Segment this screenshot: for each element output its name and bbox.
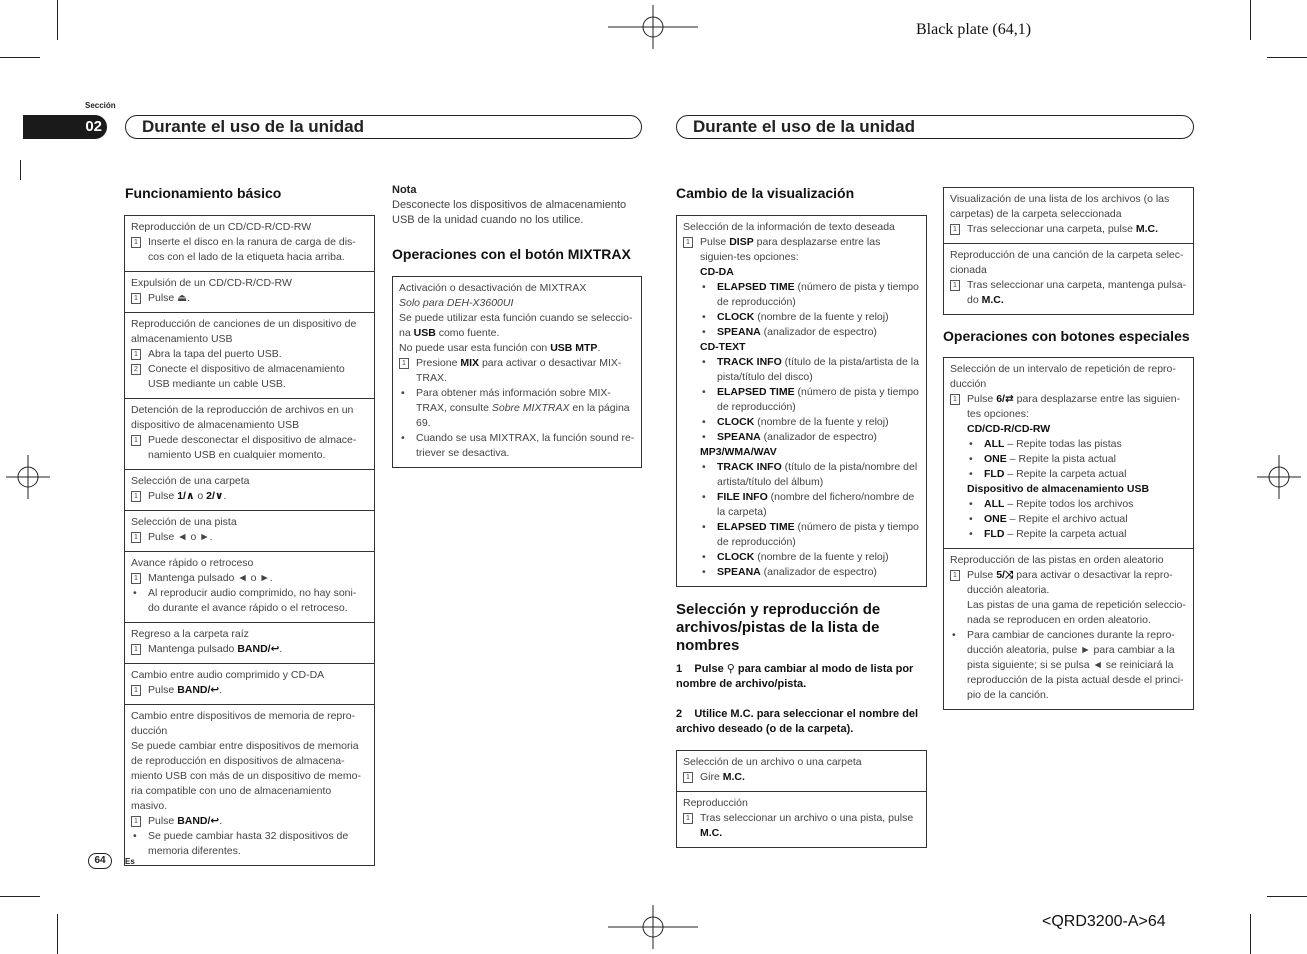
option-item: • SPEANA (analizador de espectro): [700, 325, 920, 340]
step-number-icon: 1: [950, 280, 960, 291]
crop-mark: [57, 914, 58, 954]
model-note: Solo para DEH-X3600UI: [399, 297, 514, 309]
step: 1 Pulse ◄ o ►.: [131, 530, 368, 545]
table-cell: [125, 313, 374, 399]
step: 1 Gire M.C.: [683, 770, 920, 785]
step: 1 Pulse 5/⤨ para activar o desactivar la repro-ducción aleatoria.: [950, 568, 1187, 598]
table-cell: [393, 277, 641, 467]
section-heading: Funcionamiento básico: [125, 185, 282, 201]
step-number-icon: 1: [683, 813, 693, 824]
crop-mark: [57, 0, 58, 40]
cell-title: Expulsión de un CD/CD-R/CD-RW: [131, 277, 292, 289]
table-cell: [125, 552, 374, 623]
step: 1 Inserte el disco en la ranura de carga de dis-cos con el lado de la etiqueta hacia arriba.: [131, 235, 368, 265]
crop-mark: [1267, 57, 1307, 58]
note-title: Nota: [392, 184, 417, 196]
step-number-icon: 1: [950, 570, 960, 581]
option-item: • ALL – Repite todas las pistas: [967, 437, 1187, 452]
section-number-badge: 02: [23, 115, 107, 139]
registration-mark-right: [1257, 455, 1301, 499]
option-item: • CLOCK (nombre de la fuente y reloj): [700, 550, 920, 565]
group-name: Dispositivo de almacenamiento USB: [967, 483, 1150, 495]
step-number-icon: 1: [131, 573, 141, 584]
option-item: • SPEANA (analizador de espectro): [700, 565, 920, 580]
step: 1 Pulse BAND/↩.: [131, 683, 368, 698]
section-heading: Operaciones con botones especiales: [943, 328, 1190, 344]
cell-title: Reproducción de una canción de la carpeta selec-cionada: [950, 249, 1184, 276]
option-item: • ONE – Repite la pista actual: [967, 452, 1187, 467]
step: 1 Pulse BAND/↩.: [131, 814, 368, 829]
option-item: • TRACK INFO (título de la pista/artista de la pista/título del disco): [700, 355, 920, 385]
cell-title: Selección de una pista: [131, 516, 237, 528]
option-item: • ELAPSED TIME (número de pista y tiempo de reproducción): [700, 385, 920, 415]
cell-title: Selección de un archivo o una carpeta: [683, 756, 862, 768]
bullet-item: • Cuando se usa MIXTRAX, la función sound re-triever se desactiva.: [399, 431, 635, 461]
bullet-item: • Para cambiar de canciones durante la repro-ducción aleatoria, pulse ► para cambiar a la pista siguiente; si se pulsa ◄ se reiniciará la reproducción de la pista actual desde el princi-pio de la canción.: [950, 628, 1187, 703]
group-name: MP3/WMA/WAV: [700, 446, 777, 458]
cell-text: Se puede utilizar esta función cuando se seleccio-na USB como fuente.: [399, 312, 633, 339]
option-item: • CLOCK (nombre de la fuente y reloj): [700, 415, 920, 430]
step-number-icon: 1: [131, 349, 141, 360]
option-item: • ONE – Repite el archivo actual: [967, 512, 1187, 527]
step-number-icon: 1: [683, 772, 693, 783]
cell-title: Visualización de una lista de los archivos (o las carpetas) de la carpeta seleccionada: [950, 193, 1170, 220]
group-name: CD-TEXT: [700, 341, 746, 353]
step-number-icon: 1: [131, 491, 141, 502]
cell-title: Cambio entre audio comprimido y CD-DA: [131, 669, 325, 681]
cell-title: Avance rápido o retroceso: [131, 557, 254, 569]
step: 1 Mantenga pulsado BAND/↩.: [131, 642, 368, 657]
table-cell: [125, 399, 374, 470]
mixtrax-table: [392, 276, 642, 468]
step: 1 Pulse DISP para desplazarse entre las siguien-tes opciones:: [683, 235, 920, 265]
registration-mark-top: [608, 5, 698, 49]
table-cell: [944, 244, 1193, 314]
section-heading: Operaciones con el botón MIXTRAX: [392, 246, 631, 262]
step: 1 Abra la tapa del puerto USB.: [131, 347, 368, 362]
display-table: [676, 215, 927, 587]
table-cell: [125, 705, 374, 865]
option-item: • TRACK INFO (título de la pista/nombre del artista/título del álbum): [700, 460, 920, 490]
crop-mark: [0, 57, 40, 58]
step-number-icon: 1: [131, 532, 141, 543]
section-label: Sección: [85, 101, 116, 110]
crop-mark: [0, 896, 40, 897]
plate-label: Black plate (64,1): [916, 21, 1032, 38]
option-item: • FILE INFO (nombre del fichero/nombre de la carpeta): [700, 490, 920, 520]
bullet-item: • Se puede cambiar hasta 32 dispositivos de memoria diferentes.: [131, 829, 368, 859]
document-code: <QRD3200-A>64: [1042, 913, 1166, 930]
option-item: • FLD – Repite la carpeta actual: [967, 467, 1187, 482]
table-cell: [944, 188, 1193, 244]
cell-title: Cambio entre dispositivos de memoria de repro-ducción: [131, 710, 356, 737]
registration-mark-bottom: [608, 905, 698, 949]
registration-mark-left: [6, 455, 50, 499]
step: 1 Tras seleccionar una carpeta, pulse M.C.: [950, 222, 1187, 237]
cell-text: Se puede cambiar entre dispositivos de memoria de reproducción en dispositivos de almacena-miento USB con más de un dispositivo de memo-ria compatible con uno de almacenamiento masivo.: [131, 740, 361, 812]
cell-title: Selección de la información de texto deseada: [683, 221, 895, 233]
procedure-step: 1 Pulse ⚲ para cambiar al modo de lista por nombre de archivo/pista.: [676, 663, 914, 690]
table-cell: [125, 623, 374, 664]
option-item: • ELAPSED TIME (número de pista y tiempo de reproducción): [700, 280, 920, 310]
step: 1 Presione MIX para activar o desactivar MIX-TRAX.: [399, 356, 635, 386]
cell-title: Detención de la reproducción de archivos en un dispositivo de almacenamiento USB: [131, 404, 354, 431]
table-cell: [125, 511, 374, 552]
step: 1 Tras seleccionar un archivo o una pista, pulse M.C.: [683, 811, 920, 841]
option-group: [950, 422, 1187, 542]
option-item: • ALL – Repite todos los archivos: [967, 497, 1187, 512]
chapter-banner-left: Durante el uso de la unidad: [125, 115, 642, 139]
step-number-icon: 1: [683, 237, 693, 248]
crop-mark: [1250, 914, 1251, 954]
cell-title: Selección de un intervalo de repetición de repro-ducción: [950, 363, 1176, 390]
cell-title: Reproducción de las pistas en orden aleatorio: [950, 554, 1164, 566]
step: 1 Pulse ⏏.: [131, 291, 368, 306]
step-number-icon: 1: [131, 435, 141, 446]
step-number-icon: 1: [131, 293, 141, 304]
option-item: • CLOCK (nombre de la fuente y reloj): [700, 310, 920, 325]
operations-table: [124, 215, 375, 866]
step-number-icon: 1: [131, 237, 141, 248]
step: 1 Mantenga pulsado ◄ o ►.: [131, 571, 368, 586]
group-name: CD/CD-R/CD-RW: [967, 423, 1051, 435]
special-buttons-table: [943, 357, 1194, 710]
table-cell: [944, 358, 1193, 549]
option-group: [683, 265, 920, 580]
step: 1 Pulse 1/∧ o 2/∨.: [131, 489, 368, 504]
step-number-icon: 1: [131, 644, 141, 655]
search-icon: ⚲: [726, 663, 735, 675]
step: 1 Puede desconectar el dispositivo de almace-namiento USB en cualquier momento.: [131, 433, 368, 463]
step-number-icon: 1: [950, 394, 960, 405]
crop-mark: [1250, 0, 1251, 40]
chapter-banner-right: Durante el uso de la unidad: [676, 115, 1194, 139]
bullet-item: • Al reproducir audio comprimido, no hay soni-do durante el avance rápido o el retroceso.: [131, 586, 368, 616]
step-number-icon: 1: [131, 685, 141, 696]
language-code: Es: [125, 857, 135, 866]
step: 1 Tras seleccionar una carpeta, mantenga pulsa-do M.C.: [950, 278, 1187, 308]
crop-mark: [20, 160, 21, 180]
option-item: • SPEANA (analizador de espectro): [700, 430, 920, 445]
section-heading: Selección y reproducción de archivos/pistas de la lista de nombres: [676, 601, 881, 654]
procedure-step: 2 Utilice M.C. para seleccionar el nombre del archivo deseado (o de la carpeta).: [676, 708, 919, 735]
cell-title: Activación o desactivación de MIXTRAX: [399, 282, 587, 294]
table-cell: [677, 792, 926, 847]
cell-text: Las pistas de una gama de repetición seleccio-nada se reproducen en orden aleatorio.: [967, 599, 1186, 626]
section-heading: Cambio de la visualización: [676, 185, 855, 201]
folder-table: [943, 187, 1194, 315]
cell-title: Regreso a la carpeta raíz: [131, 628, 249, 640]
table-cell: [677, 751, 926, 792]
cell-text: No puede usar esta función con USB MTP.: [399, 342, 601, 354]
step-number-icon: 1: [131, 816, 141, 827]
bullet-item: • Para obtener más información sobre MIX-TRAX, consulte Sobre MIXTRAX en la página 69.: [399, 386, 635, 431]
crop-mark: [1267, 896, 1307, 897]
table-cell: [125, 664, 374, 705]
table-cell: [125, 470, 374, 511]
option-item: • ELAPSED TIME (número de pista y tiempo de reproducción): [700, 520, 920, 550]
table-cell: [944, 549, 1193, 709]
step: 2 Conecte el dispositivo de almacenamiento USB mediante un cable USB.: [131, 362, 368, 392]
cell-title: Reproducción: [683, 797, 748, 809]
note-text: Desconecte los dispositivos de almacenamiento USB de la unidad cuando no los utilice.: [392, 199, 627, 226]
step-number-icon: 1: [399, 358, 409, 369]
page-number: 64: [88, 853, 112, 869]
file-select-table: [676, 750, 927, 848]
cell-title: Reproducción de canciones de un dispositivo de almacenamiento USB: [131, 318, 357, 345]
table-cell: [125, 216, 374, 272]
step: 1 Pulse 6/⇄ para desplazarse entre las siguien-tes opciones:: [950, 392, 1187, 422]
step-number-icon: 1: [950, 224, 960, 235]
cell-title: Reproducción de un CD/CD-R/CD-RW: [131, 221, 312, 233]
cell-title: Selección de una carpeta: [131, 475, 250, 487]
option-item: • FLD – Repite la carpeta actual: [967, 527, 1187, 542]
table-cell: [677, 216, 926, 586]
step-number-icon: 2: [131, 364, 141, 375]
group-name: CD-DA: [700, 266, 734, 278]
table-cell: [125, 272, 374, 313]
